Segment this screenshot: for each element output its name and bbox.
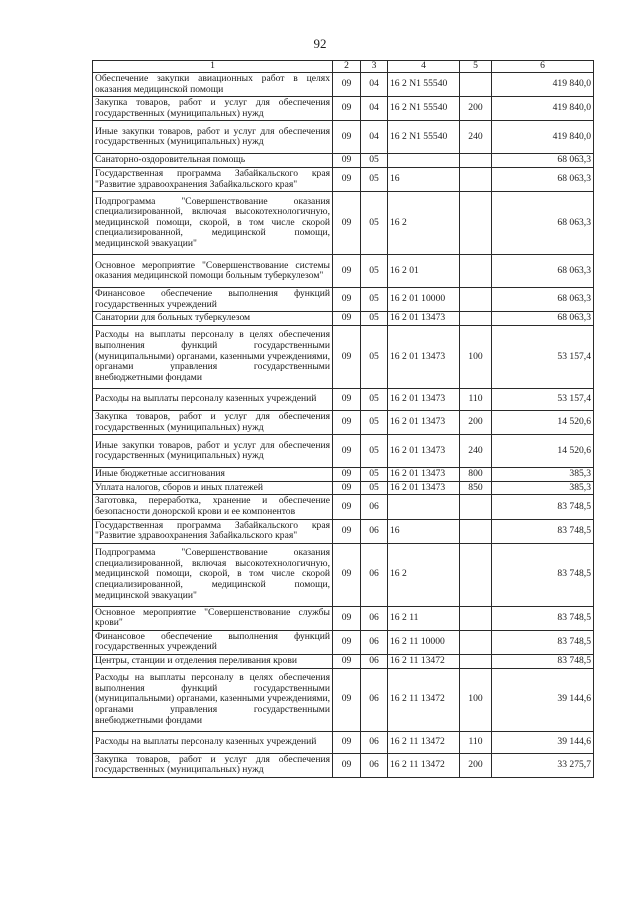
table-row [93,121,594,154]
expense-type-cell [460,288,492,312]
target-article-cell: 16 2 11 13472 [388,731,460,753]
row-name-cell: Расходы на выплаты персоналу в целях обеспечения выполнения функций государственными (муниципальными) органами, казенными учреждениями, органами управления государственными внебюджетными фондами [93,668,333,731]
amount-cell: 385,3 [492,468,594,482]
target-article-cell: 16 2 01 13473 [388,410,460,434]
expense-type-cell: 200 [460,753,492,777]
expense-type-cell: 200 [460,410,492,434]
subsection-code-cell: 04 [361,73,388,97]
amount-cell: 53 157,4 [492,325,594,388]
amount-cell: 419 840,0 [492,121,594,154]
subsection-code-cell: 06 [361,606,388,630]
table-row [93,630,594,654]
subsection-code-cell: 06 [361,519,388,543]
subsection-code-cell: 05 [361,288,388,312]
section-code-cell: 09 [333,312,361,326]
table-row [93,435,594,468]
target-article-cell: 16 2 01 [388,255,460,288]
target-article-cell: 16 2 01 13473 [388,325,460,388]
target-article-cell: 16 2 11 13472 [388,753,460,777]
amount-cell: 68 063,3 [492,288,594,312]
row-name-cell: Иные закупки товаров, работ и услуг для обеспечения государственных (муниципальных) нужд [93,121,333,154]
table-row [93,154,594,168]
section-code-cell: 09 [333,753,361,777]
target-article-cell: 16 2 11 13472 [388,655,460,669]
section-code-cell: 09 [333,192,361,255]
expense-type-cell: 100 [460,668,492,731]
row-name-cell: Финансовое обеспечение выполнения функций государственных учреждений [93,630,333,654]
target-article-cell: 16 2 N1 55540 [388,73,460,97]
column-header: 1 [93,61,333,73]
section-code-cell: 09 [333,731,361,753]
table-row [93,606,594,630]
amount-cell: 83 748,5 [492,606,594,630]
expense-type-cell [460,543,492,606]
row-name-cell: Государственная программа Забайкальского края "Развитие здравоохранения Забайкальского края" [93,519,333,543]
target-article-cell: 16 2 [388,192,460,255]
amount-cell: 68 063,3 [492,255,594,288]
subsection-code-cell: 06 [361,731,388,753]
subsection-code-cell: 05 [361,481,388,495]
row-name-cell: Закупка товаров, работ и услуг для обеспечения государственных (муниципальных) нужд [93,410,333,434]
section-code-cell: 09 [333,519,361,543]
row-name-cell: Основное мероприятие "Совершенствование системы оказания медицинской помощи больным туберкулезом" [93,255,333,288]
expense-type-cell: 240 [460,435,492,468]
target-article-cell: 16 2 01 13473 [388,312,460,326]
table-row [93,668,594,731]
expense-type-cell [460,192,492,255]
expense-type-cell: 800 [460,468,492,482]
table-row [93,410,594,434]
subsection-code-cell: 05 [361,154,388,168]
row-name-cell: Обеспечение закупки авиационных работ в целях оказания медицинской помощи [93,73,333,97]
section-code-cell: 09 [333,73,361,97]
target-article-cell: 16 2 01 13473 [388,435,460,468]
table-row [93,325,594,388]
section-code-cell: 09 [333,255,361,288]
target-article-cell: 16 2 11 10000 [388,630,460,654]
amount-cell: 14 520,6 [492,435,594,468]
row-name-cell: Расходы на выплаты персоналу в целях обеспечения выполнения функций государственными (муниципальными) органами, казенными учреждениями, органами управления государственными внебюджетными фондами [93,325,333,388]
row-name-cell: Санаторно-оздоровительная помощь [93,154,333,168]
page-number: 92 [313,36,327,51]
table-row [93,468,594,482]
amount-cell: 33 275,7 [492,753,594,777]
expense-type-cell: 110 [460,731,492,753]
subsection-code-cell: 04 [361,121,388,154]
budget-table [92,60,594,778]
column-header: 5 [460,61,492,73]
section-code-cell: 09 [333,325,361,388]
table-row [93,481,594,495]
section-code-cell: 09 [333,121,361,154]
subsection-code-cell: 06 [361,655,388,669]
table-row [93,192,594,255]
amount-cell: 419 840,0 [492,73,594,97]
target-article-cell: 16 2 01 13473 [388,388,460,410]
section-code-cell: 09 [333,630,361,654]
row-name-cell: Расходы на выплаты персоналу казенных учреждений [93,731,333,753]
target-article-cell: 16 2 11 13472 [388,668,460,731]
section-code-cell: 09 [333,668,361,731]
expense-type-cell: 100 [460,325,492,388]
section-code-cell: 09 [333,388,361,410]
amount-cell: 68 063,3 [492,312,594,326]
subsection-code-cell: 05 [361,312,388,326]
section-code-cell: 09 [333,468,361,482]
row-name-cell: Санатории для больных туберкулезом [93,312,333,326]
table-row [93,167,594,191]
subsection-code-cell: 04 [361,97,388,121]
expense-type-cell [460,655,492,669]
target-article-cell: 16 2 [388,543,460,606]
target-article-cell [388,495,460,519]
subsection-code-cell: 05 [361,410,388,434]
expense-type-cell: 200 [460,97,492,121]
target-article-cell: 16 [388,519,460,543]
section-code-cell: 09 [333,495,361,519]
target-article-cell: 16 2 N1 55540 [388,97,460,121]
table-row [93,753,594,777]
amount-cell: 83 748,5 [492,519,594,543]
subsection-code-cell: 06 [361,630,388,654]
row-name-cell: Расходы на выплаты персоналу казенных учреждений [93,388,333,410]
amount-cell: 39 144,6 [492,668,594,731]
amount-cell: 419 840,0 [492,97,594,121]
subsection-code-cell: 06 [361,668,388,731]
section-code-cell: 09 [333,97,361,121]
subsection-code-cell: 05 [361,325,388,388]
section-code-cell: 09 [333,288,361,312]
expense-type-cell [460,73,492,97]
target-article-cell: 16 2 01 13473 [388,468,460,482]
amount-cell: 83 748,5 [492,495,594,519]
section-code-cell: 09 [333,167,361,191]
expense-type-cell [460,630,492,654]
subsection-code-cell: 05 [361,388,388,410]
amount-cell: 68 063,3 [492,192,594,255]
expense-type-cell [460,154,492,168]
subsection-code-cell: 06 [361,753,388,777]
amount-cell: 53 157,4 [492,388,594,410]
section-code-cell: 09 [333,655,361,669]
column-header: 6 [492,61,594,73]
expense-type-cell [460,495,492,519]
subsection-code-cell: 05 [361,192,388,255]
amount-cell: 385,3 [492,481,594,495]
table-row [93,97,594,121]
table-row [93,388,594,410]
subsection-code-cell: 05 [361,435,388,468]
expense-type-cell [460,167,492,191]
expense-type-cell: 850 [460,481,492,495]
column-header: 4 [388,61,460,73]
column-header: 3 [361,61,388,73]
amount-cell: 83 748,5 [492,630,594,654]
expense-type-cell: 110 [460,388,492,410]
subsection-code-cell: 05 [361,167,388,191]
row-name-cell: Уплата налогов, сборов и иных платежей [93,481,333,495]
row-name-cell: Иные бюджетные ассигнования [93,468,333,482]
row-name-cell: Закупка товаров, работ и услуг для обеспечения государственных (муниципальных) нужд [93,753,333,777]
table-row [93,312,594,326]
expense-type-cell [460,606,492,630]
table-row [93,519,594,543]
table-row [93,543,594,606]
table-row [93,288,594,312]
amount-cell: 39 144,6 [492,731,594,753]
row-name-cell: Подпрограмма "Совершенствование оказания специализированной, включая высокотехнологичную, медицинской помощи, скорой, в том числе скорой специализированной, медицинской помощи, медицинской эвакуации" [93,543,333,606]
expense-type-cell [460,312,492,326]
table-row [93,495,594,519]
table-row [93,73,594,97]
section-code-cell: 09 [333,410,361,434]
subsection-code-cell: 06 [361,495,388,519]
section-code-cell: 09 [333,154,361,168]
subsection-code-cell: 06 [361,543,388,606]
amount-cell: 68 063,3 [492,167,594,191]
expense-type-cell: 240 [460,121,492,154]
row-name-cell: Центры, станции и отделения переливания крови [93,655,333,669]
target-article-cell [388,154,460,168]
row-name-cell: Подпрограмма "Совершенствование оказания специализированной, включая высокотехнологичную, медицинской помощи, скорой, в том числе скорой специализированной, медицинской помощи, медицинской эвакуации" [93,192,333,255]
table-row [93,255,594,288]
target-article-cell: 16 2 N1 55540 [388,121,460,154]
target-article-cell: 16 2 01 10000 [388,288,460,312]
target-article-cell: 16 [388,167,460,191]
section-code-cell: 09 [333,435,361,468]
section-code-cell: 09 [333,606,361,630]
amount-cell: 83 748,5 [492,655,594,669]
section-code-cell: 09 [333,543,361,606]
subsection-code-cell: 05 [361,255,388,288]
expense-type-cell [460,519,492,543]
subsection-code-cell: 05 [361,468,388,482]
row-name-cell: Финансовое обеспечение выполнения функций государственных учреждений [93,288,333,312]
table-row [93,731,594,753]
amount-cell: 83 748,5 [492,543,594,606]
row-name-cell: Основное мероприятие "Совершенствование службы крови" [93,606,333,630]
expense-type-cell [460,255,492,288]
row-name-cell: Иные закупки товаров, работ и услуг для обеспечения государственных (муниципальных) нужд [93,435,333,468]
section-code-cell: 09 [333,481,361,495]
target-article-cell: 16 2 01 13473 [388,481,460,495]
table-row [93,655,594,669]
row-name-cell: Заготовка, переработка, хранение и обеспечение безопасности донорской крови и ее компонентов [93,495,333,519]
column-header: 2 [333,61,361,73]
amount-cell: 68 063,3 [492,154,594,168]
row-name-cell: Закупка товаров, работ и услуг для обеспечения государственных (муниципальных) нужд [93,97,333,121]
header-row [93,61,594,73]
row-name-cell: Государственная программа Забайкальского края "Развитие здравоохранения Забайкальского края" [93,167,333,191]
target-article-cell: 16 2 11 [388,606,460,630]
amount-cell: 14 520,6 [492,410,594,434]
